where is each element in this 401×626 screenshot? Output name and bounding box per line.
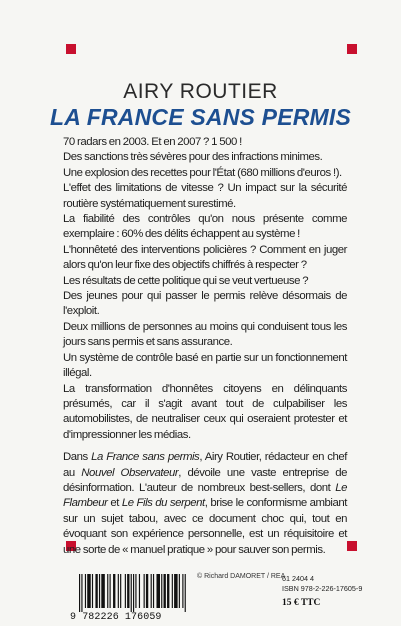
barcode-bar [146,574,148,608]
blurb-line: La transformation d'honnêtes citoyens en délinquants présumés, car il s'agit avant tout de culpabiliser les automobilistes, de neutraliser ceux qui oseraient protester et d'impressionner les médias. [63,382,347,441]
barcode-bar [131,574,132,612]
blurb-line: L'effet des limitations de vitesse ? Un impact sur la sécurité routière systématiquement surestimé. [63,182,347,210]
barcode-bar [113,574,115,608]
barcode-bar [99,574,100,608]
blurb-line: Une explosion des recettes pour l'État (680 millions d'euros !). [63,166,342,179]
barcode-digits: 9 782226 176059 [70,612,162,623]
back-cover-blurb [63,135,347,558]
blurb-line: 70 radars en 2003. Et en 2007 ? 1 500 ! [63,136,242,148]
blurb-line: L'honnêteté des interventions policières ? Comment en juger alors qu'on leur fixe des objectifs chiffrés à respecter ? [63,243,347,272]
barcode-bar [92,574,93,608]
barcode-bar [144,574,145,608]
barcode-bar [135,574,136,608]
price-label: 15 € TTC [282,598,321,608]
barcode-bar [87,574,91,608]
blurb-line: La fiabilité des contrôles qu'on nous présente comme exemplaire : 60% des délits échappent au système ! [63,213,347,241]
para-text: , Airy Routier, rédacteur en chef au [63,451,348,479]
barcode-bar [161,574,162,608]
magazine-title-italic: Nouvel Observateur [81,466,179,479]
barcode-bar [107,574,108,608]
internal-code: 61 2404 4 [282,574,314,583]
barcode-bar [172,574,173,608]
para-text: , dévoile une vaste entreprise de désinformation. L'auteur de nombreux best-sellers, dont [63,466,347,494]
barcode-bar [125,574,126,608]
product-codes [282,574,362,594]
barcode-bar [151,574,152,608]
barcode-bar [156,574,160,608]
barcode-bar [167,574,169,608]
barcode-bar [164,574,166,608]
barcode-bar [110,574,111,608]
book-title: LA FRANCE SANS PERMIS [49,104,352,130]
book-title-italic: La France sans permis [91,451,200,464]
corner-square-top-right [347,44,357,54]
barcode-bar [95,574,97,608]
para-text: Dans [63,451,92,464]
barcode-bar [85,574,86,608]
blurb-line: Les résultats de cette politique qui se veut vertueuse ? [63,274,309,287]
barcode-bar [133,574,134,612]
barcode-bar [120,574,121,608]
blurb-line: Des sanctions très sévères pour des infractions minimes. [63,151,323,164]
barcode-bar [127,574,129,608]
corner-square-top-left [66,44,76,54]
isbn-barcode [70,572,188,624]
barcode-bar [118,574,119,608]
barcode-bars [79,574,187,612]
blurb-line: Des jeunes pour qui passer le permis relève désormais de l'exploit. [63,290,347,318]
author-paragraph [63,450,347,558]
isbn-number: ISBN 978-2-226-17605-9 [282,584,363,593]
blurb-line: Un système de contrôle basé en partie sur un fonctionnement illégal. [63,351,347,380]
para-text: et [107,497,122,510]
barcode-bar [153,574,154,608]
para-text: , brise le conformisme ambiant sur un sujet tabou, avec ce document choc qui, tout en évoquant son expérience personnelle, est un réquisitoire et une sorte de « manuel pratique » pour sauver son permis. [63,497,347,556]
barcode-bar [185,574,186,612]
barcode-bar [101,574,105,608]
photo-credit: © Richard DAMORET / REA [197,573,286,580]
bestseller-title-italic: Le Flambeur [63,481,347,510]
barcode-bar [179,574,180,608]
barcode-bar [139,574,140,608]
barcode-bar [81,574,82,612]
corner-square-bottom-right [347,541,357,551]
barcode-bar [79,574,80,612]
barcode-bar [174,574,178,608]
barcode-bar [182,574,183,608]
blurb-line: Deux millions de personnes au moins qui conduisent tous les jours sans permis et sans assurance. [63,320,347,349]
bestseller-title-italic: Le Fils du serpent [121,497,205,510]
author-name: AIRY ROUTIER [123,80,278,103]
